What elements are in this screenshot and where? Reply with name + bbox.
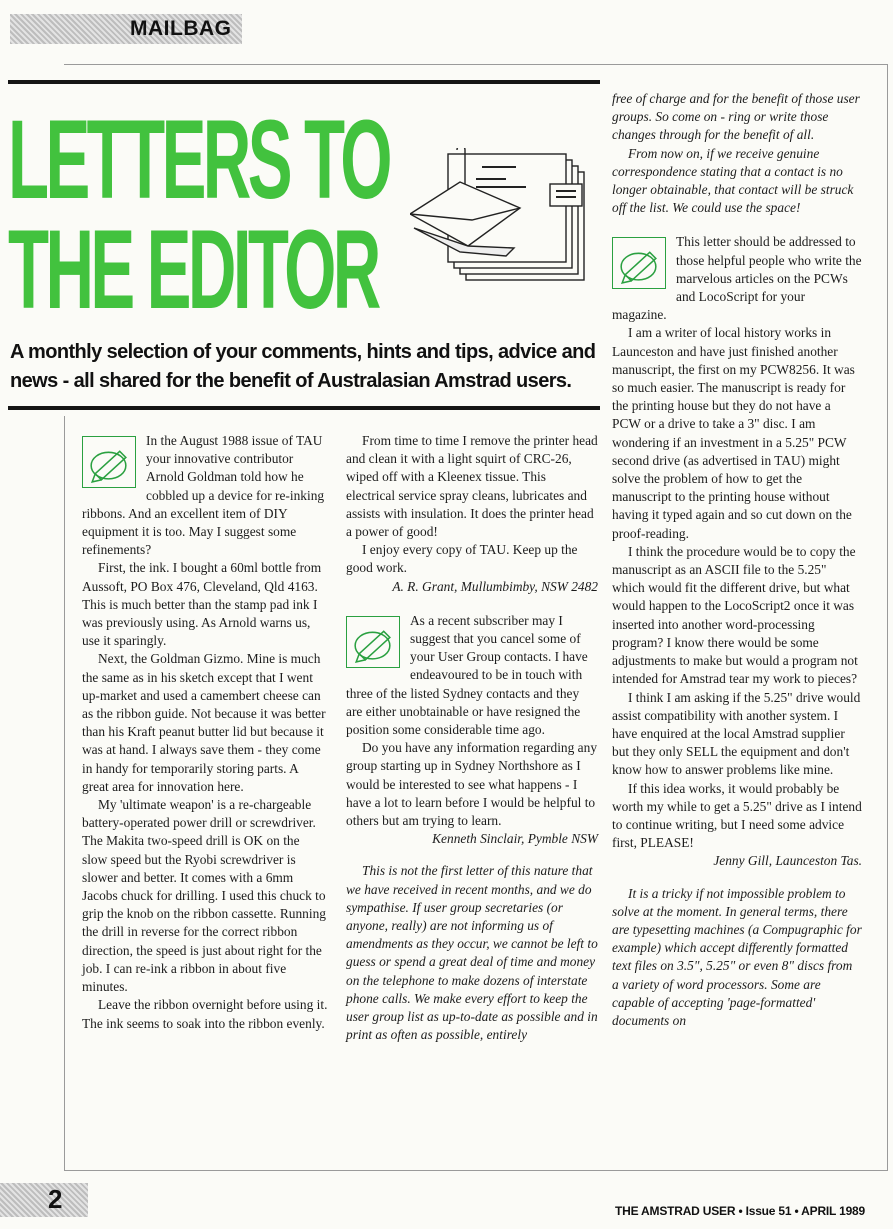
page-subtitle: A monthly selection of your comments, hints and tips, advice and news - all shared for the benefit of Australasian Amstrad users. [10,341,596,392]
frame-bottom-line [64,1170,888,1171]
pencil-icon [346,616,400,668]
letter-paragraph: Leave the ribbon overnight before using it. The ink seems to soak into the ribbon evenly. [82,997,328,1031]
letter-paragraph: In the August 1988 issue of TAU your innovative contributor Arnold Goldman told how he cobbled up a device for re-inking ribbons. And an excellent item of DIY equipment it is too. May I suggest some refinements? [82,433,325,558]
letter-signature: Kenneth Sinclair, Pymble NSW [432,831,598,847]
editor-reply: From now on, if we receive genuine correspondence stating that a contact is no longer obtainable, that contact will be struck off the list. We could use the space! [612,145,854,216]
pencil-icon [82,436,136,488]
subtitle-bottom-rule [8,406,600,410]
frame-right-line [887,64,888,1170]
letter-paragraph: First, the ink. I bought a 60ml bottle from Aussoft, PO Box 476, Cleveland, Qld 4163. This is much better than the stamp pad ink I was previously using. As Arnold warns us, use it sparingly. [82,560,322,649]
title-top-rule [8,80,600,84]
title-line-1: LETTERS TO [8,97,389,222]
page-number-block [0,1183,88,1217]
frame-left-line [64,416,65,1170]
letter-paragraph: I enjoy every copy of TAU. Keep up the good work. [346,542,578,576]
letter-signature: A. R. Grant, Mullumbimby, NSW 2482 [392,578,598,594]
spacer [612,871,862,885]
title-line-2: THE EDITOR [8,207,378,332]
envelope-stack-icon [410,148,592,284]
page-number: 2 [48,1184,63,1214]
editor-reply: It is a tricky if not impossible problem to solve at the moment. In general terms, there are typesetting machines (a Compugraphic for example) which accept differently formatted text files on 3.5", 5.25" or even 8" discs from a variety of word processors. Some are capable of accepting 'page-formatted' documents on [612,885,862,1028]
letter-paragraph: I am a writer of local history works in Launceston and have just finished another manuscript, the first on my PCW8256. It was so much easier. The manuscript is ready for the printing house but they do not have a PCW or a drive to take a 3" disc. I am wondering if an investment in a 5.25" PCW second drive (as advertised in TAU) might solve the problem of how to get the manuscript to the printing house without having it typed again and so cut down on the proof-reading. [612,325,855,541]
section-tab [10,14,242,44]
column-2 [346,432,598,1045]
letter-paragraph: This letter should be addressed to those helpful people who write the marvelous articles on the PCWs and LocoScript for your magazine. [612,234,862,323]
letter-paragraph: My 'ultimate weapon' is a re-chargeable battery-operated power drill or screwdriver. The Makita two-speed drill is OK on the slow speed but the Ryobi screwdriver is slower and better. It comes with a 6mm Jacobs chuck for drilling. I used this chuck to grip the knob on the ribbon cassette. Running the drill in reverse for the correct ribbon direction, the speed is just about right for the job. I can re-ink a ribbon in about five minutes. [82,797,326,995]
letter-paragraph: As a recent subscriber may I suggest that you cancel some of your User Group contacts. I have endeavoured to be in touch with three of the listed Sydney contacts and they are either unobtainable or have resigned the position some considerable time ago. [346,612,588,738]
letter-paragraph: From time to time I remove the printer head and clean it with a light squirt of CRC-26, wiped off with a Kleenex tissue. This electrical service spray cleans, lubricates and assists with insulation. It does the printer head a power of good! [346,433,598,540]
spacer [346,848,598,862]
letter-paragraph: If this idea works, it would probably be worth my while to get a 5.25" drive as I intend to continue writing, but I need some advice first, PLEASE! [612,780,862,851]
letter-paragraph: Do you have any information regarding any group starting up in Sydney Northshore as I would be interested to see what happens - I have a lot to learn before I would be helpful to others but am trying to learn. [346,740,598,829]
letter-signature: Jenny Gill, Launceston Tas. [713,853,862,869]
column-3 [612,90,862,1030]
section-tab-label: MAILBAG [130,17,232,40]
spacer [346,596,598,612]
letter-paragraph: Next, the Goldman Gizmo. Mine is much the same as in his sketch except that I went up-market and used a camembert cheese can as the ribbon guide. Not because it was better than his Kraft peanut butter lid but because it was at hand. I always save them - they come in handy for temporarily storing parts. A great area for innovation here. [82,651,326,794]
spacer [612,217,862,233]
column-1 [82,432,328,1033]
letter-paragraph: I think I am asking if the 5.25" drive would assist compatibility with another system. I have enquired at the local Amstrad supplier but they only SELL the equipment and don't know how to answer problems like mine. [612,689,861,778]
page-footer: THE AMSTRAD USER • Issue 51 • APRIL 1989 [614,1204,865,1218]
letter-paragraph: I think the procedure would be to copy the manuscript as an ASCII file to the 5.25" which would fit the different drive, but what would happen to the LocoScript2 once it was inserted into another word-processing program? I know there would be some adjustments to make but would a program not intended for Amstrad tear my work to pieces? [612,543,858,687]
editor-reply: This is not the first letter of this nature that we have received in recent months, and we do sympathise. If user group secretaries (or anyone, really) are not informing us of amendments as they occur, we cannot be left to guess or spend a great deal of time and money on the telephone to make dozens of interstate phone calls. We make every effort to keep the user group list as up-to-date as possible and in print as often as possible, entirely [346,863,598,1043]
pencil-icon [612,237,666,289]
frame-top-line [64,64,888,65]
editor-reply: free of charge and for the benefit of those user groups. So come on - ring or write those changes through for the benefit of all. [612,91,860,143]
